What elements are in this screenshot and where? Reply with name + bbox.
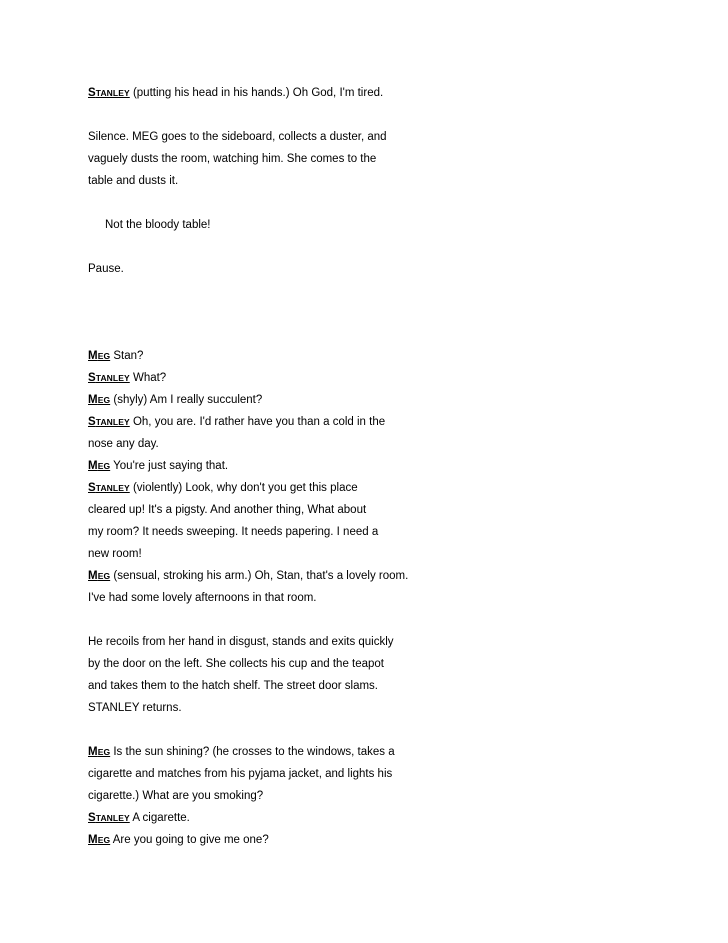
dialogue-line [88, 833, 269, 847]
stage-direction-line: Silence. MEG goes to the sideboard, collects a duster, and [88, 131, 387, 143]
speaker-name: STANLEY [88, 416, 130, 428]
line-text: Is the sun shining? (he crosses to the windows, takes a [110, 746, 395, 758]
dialogue-line [88, 415, 385, 429]
line-text: Oh, you are. I'd rather have you than a cold in the [129, 416, 386, 428]
dialogue-continuation: new room! [88, 548, 142, 560]
stage-direction-line: vaguely dusts the room, watching him. She comes to the [88, 153, 377, 165]
dialogue-continuation: cigarette and matches from his pyjama jacket, and lights his [88, 768, 393, 780]
line-text: (sensual, stroking his arm.) Oh, Stan, that's a lovely room. [110, 570, 409, 582]
dialogue-continuation: nose any day. [88, 438, 159, 450]
dialogue-continuation: I've had some lovely afternoons in that room. [88, 592, 317, 604]
stage-direction-line: Pause. [88, 263, 124, 275]
dialogue-line [88, 569, 408, 583]
line-text: What? [129, 372, 167, 384]
line-text: Stan? [110, 350, 144, 362]
line-text: Are you going to give me one? [110, 834, 269, 846]
line-text: You're just saying that. [110, 460, 229, 472]
dialogue-line [88, 459, 228, 473]
stage-direction-line: STANLEY returns. [88, 702, 182, 714]
line-text: A cigarette. [129, 812, 190, 824]
stage-direction-line: He recoils from her hand in disgust, stands and exits quickly [88, 636, 394, 648]
dialogue-line [88, 349, 143, 363]
line-text: (putting his head in his hands.) Oh God, I'm tired. [129, 87, 384, 99]
stage-direction-line: and takes them to the hatch shelf. The street door slams. [88, 680, 378, 692]
speaker-name: MEG [88, 834, 111, 846]
speaker-name: STANLEY [88, 482, 130, 494]
speaker-name: MEG [88, 746, 111, 758]
dialogue-continuation: cigarette.) What are you smoking? [88, 790, 264, 802]
dialogue-line [88, 393, 262, 407]
speaker-name: STANLEY [88, 87, 130, 99]
speaker-name: MEG [88, 350, 111, 362]
stage-direction-line: by the door on the left. She collects his cup and the teapot [88, 658, 385, 670]
dialogue-line [88, 371, 166, 385]
speaker-name: MEG [88, 394, 111, 406]
dialogue-line [88, 811, 190, 825]
dialogue-line [88, 745, 395, 759]
line-text: (shyly) Am I really succulent? [110, 394, 263, 406]
speaker-name: MEG [88, 570, 111, 582]
dialogue-continuation: cleared up! It's a pigsty. And another thing, What about [88, 504, 367, 516]
speaker-name: MEG [88, 460, 111, 472]
dialogue-line: Not the bloody table! [105, 219, 211, 231]
dialogue-line [88, 481, 358, 495]
dialogue-continuation: my room? It needs sweeping. It needs papering. I need a [88, 526, 379, 538]
line-text: (violently) Look, why don't you get this place [129, 482, 358, 494]
dialogue-line [88, 86, 383, 100]
stage-direction-line: table and dusts it. [88, 175, 179, 187]
speaker-name: STANLEY [88, 812, 130, 824]
speaker-name: STANLEY [88, 372, 130, 384]
